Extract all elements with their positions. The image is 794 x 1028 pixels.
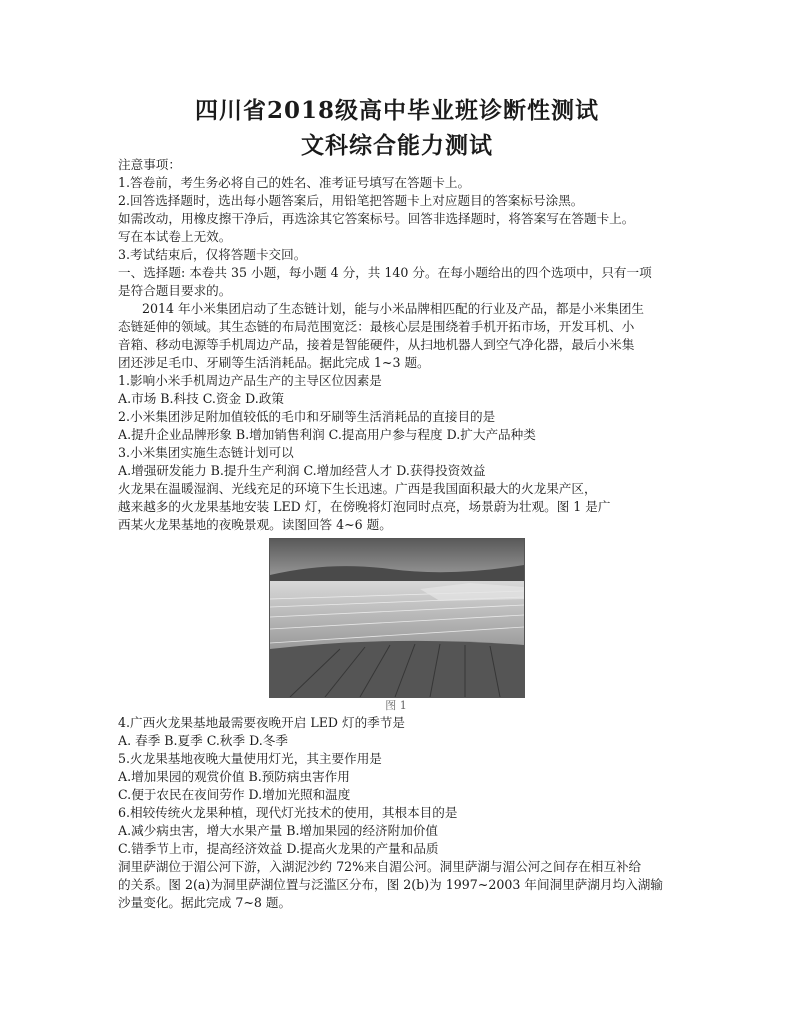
passage-line: 西某火龙果基地的夜晚景观。读图回答 4~6 题。 bbox=[118, 517, 392, 532]
exam-body bbox=[118, 156, 678, 912]
question-options: C.错季节上市，提高经济效益 D.提高火龙果的产量和品质 bbox=[118, 841, 439, 856]
question-stem: 1.影响小米手机周边产品生产的主导区位因素是 bbox=[118, 373, 382, 388]
exam-title: 四川省2018级高中毕业班诊断性测试 bbox=[194, 97, 599, 124]
question-stem: 3.小米集团实施生态链计划可以 bbox=[118, 445, 294, 460]
passage-line: 火龙果在温暖湿润、光线充足的环境下生长迅速。广西是我国面积最大的火龙果产区， bbox=[118, 481, 597, 496]
passage-line: 洞里萨湖位于湄公河下游，入湖泥沙约 72%来自湄公河。洞里萨湖与湄公河之间存在相互补给 bbox=[118, 859, 642, 874]
note-item: 写在本试卷上无效。 bbox=[118, 229, 232, 244]
passage-line: 团还涉足毛巾、牙刷等生活消耗品。据此完成 1~3 题。 bbox=[118, 355, 430, 370]
question-options: A.市场 B.科技 C.资金 D.政策 bbox=[118, 391, 284, 406]
notes-heading: 注意事项： bbox=[118, 157, 181, 172]
passage-line: 的关系。图 2(a)为洞里萨湖位置与泛滥区分布，图 2(b)为 1997~2003 年间洞里萨湖月均入湖输 bbox=[118, 877, 663, 892]
question-options: A.提升企业品牌形象 B.增加销售利润 C.提高用户参与程度 D.扩大产品种类 bbox=[118, 427, 536, 442]
question-stem: 2.小米集团涉足附加值较低的毛巾和牙刷等生活消耗品的直接目的是 bbox=[118, 409, 496, 424]
farm-night-scene-image bbox=[270, 539, 524, 697]
question-options: C.便于农民在夜间劳作 D.增加光照和温度 bbox=[118, 787, 351, 802]
question-stem: 4.广西火龙果基地最需要夜晚开启 LED 灯的季节是 bbox=[118, 715, 405, 730]
note-item: 3.考试结束后，仅将答题卡交回。 bbox=[118, 247, 307, 262]
passage-line: 音箱、移动电源等手机周边产品，接着是智能硬件，从扫地机器人到空气净化器，最后小米集 bbox=[118, 337, 635, 352]
passage-line: 沙量变化。据此完成 7~8 题。 bbox=[118, 895, 292, 910]
exam-subtitle: 文科综合能力测试 bbox=[301, 132, 493, 159]
note-item: 1.答卷前，考生务必将自己的姓名、准考证号填写在答题卡上。 bbox=[118, 175, 471, 190]
question-options: A. 春季 B.夏季 C.秋季 D.冬季 bbox=[118, 733, 288, 748]
note-item: 2.回答选择题时，选出每小题答案后，用铅笔把答题卡上对应题目的答案标号涂黑。 bbox=[118, 193, 584, 208]
question-options: A.减少病虫害，增大水果产量 B.增加果园的经济附加价值 bbox=[118, 823, 439, 838]
figure-1-photo bbox=[269, 538, 525, 698]
passage-line: 越来越多的火龙果基地安装 LED 灯，在傍晚将灯泡同时点亮，场景蔚为壮观。图 1 是广 bbox=[118, 499, 611, 514]
passage-line: 2014 年小米集团启动了生态链计划，能与小米品牌相匹配的行业及产品，都是小米集团生 bbox=[142, 301, 645, 316]
question-stem: 6.相较传统火龙果种植，现代灯光技术的使用，其根本目的是 bbox=[118, 805, 458, 820]
section-heading: 一、选择题: 本卷共 35 小题，每小题 4 分，共 140 分。在每小题给出的四个选项中，只有一项 bbox=[118, 265, 652, 280]
passage-line: 态链延伸的领域。其生态链的布局范围宽泛：最核心层是围绕着手机开拓市场，开发耳机、小 bbox=[118, 319, 635, 334]
question-options: A.增强研发能力 B.提升生产利润 C.增加经营人才 D.获得投资效益 bbox=[118, 463, 486, 478]
note-item: 如需改动，用橡皮擦干净后，再选涂其它答案标号。回答非选择题时，将答案写在答题卡上。 bbox=[118, 211, 635, 226]
question-options: A.增加果园的观赏价值 B.预防病虫害作用 bbox=[118, 769, 350, 784]
section-heading-cont: 是符合题目要求的。 bbox=[118, 283, 232, 298]
question-stem: 5.火龙果基地夜晚大量使用灯光，其主要作用是 bbox=[118, 751, 382, 766]
figure-1-caption: 图 1 bbox=[385, 699, 407, 712]
